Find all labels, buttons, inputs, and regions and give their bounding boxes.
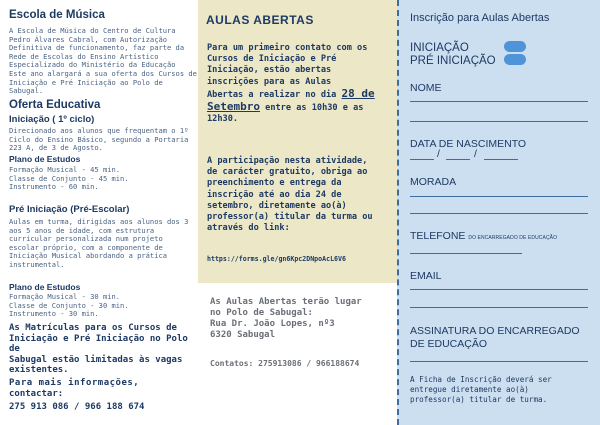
mes-field[interactable] [446,159,470,160]
registration-form [397,0,600,425]
plano1-list: Formação Musical - 45 min. Classe de Conjunto - 45 min. Instrumento - 60 min. [9,165,129,192]
iniciacao-title: Iniciação ( 1º ciclo) [9,114,95,125]
date-separator: / [437,148,440,160]
contact-label: contactar: [9,389,64,399]
school-title: Escola de Música [9,9,105,21]
location-text: As Aulas Abertas terão lugar no Polo de Sabugal: Rua Dr. João Lopes, nº3 6320 Sabugal [210,297,362,340]
morada-line-1[interactable] [410,196,588,197]
morada-label: MORADA [410,176,457,188]
info-line: Para mais informações, [9,378,140,388]
iniciacao-desc: Direcionado aos alunos que frequentam o 1º Ciclo do Ensino Básico, segundo a Portaria 223 A, de 3 de Agosto. [9,126,189,153]
telefone-note: DO ENCARREGADO DE EDUCAÇÃO [468,235,558,241]
matriculas-notice: As Matrículas para os Cursos de Iniciação e Pré Iniciação no Polo de Sabugal estão limitadas às vagas existentes. [9,323,188,375]
nome-line-2[interactable] [410,121,588,122]
plano2-title: Plano de Estudos [9,282,81,292]
telefone-field[interactable] [410,253,522,254]
plano2-list: Formação Musical - 30 min. Classe de Conjunto - 30 min. Instrumento - 30 min. [9,292,129,319]
option-pre-iniciacao-label: PRÉ INICIAÇÃO [410,55,496,67]
option-pre-iniciacao-checkbox[interactable] [504,54,526,65]
nome-line-1[interactable] [410,101,588,102]
aulas-paragraph-2: A participação nesta atividade, de carácter gratuito, obriga ao preenchimento e entrega da inscrição até ao dia 24 de setembro, diretamente ao(à) professor(a) titular da turma ou através do link: [207,156,373,234]
ano-field[interactable] [484,159,518,160]
registration-link[interactable]: https://forms.gle/gn6Kpc2DNpoAcL6V6 [207,255,346,263]
nome-label: NOME [410,82,442,94]
aulas-paragraph-1: Para um primeiro contato com os Cursos de Iniciação e Pré Iniciação, estão abertas inscrições para as Aulas Abertas a realizar no dia 28 de Setembro entre as 10h30 e as 12h30. [207,43,375,125]
option-iniciacao-checkbox[interactable] [504,41,526,52]
telefone-label: TELEFONE DO ENCARREGADO DE EDUCAÇÃO [410,230,558,242]
email-line-1[interactable] [410,289,588,290]
school-intro: A Escola de Música do Centro de Cultura Pedro Álvares Cabral, com Autorização Definitiva de funcionamento, faz parte da Rede de Escolas do Ensino Artístico Especializado do Ministério da Educação Este ano alargará a sua oferta dos Cursos de Iniciação e Pré Iniciação ao Polo de Sabugal. [9,26,197,96]
date-separator: / [474,148,477,160]
plano1-title: Plano de Estudos [9,154,81,164]
open-class-month: Setembro [207,100,260,114]
contact-phones: 275 913 086 / 966 188 674 [9,402,145,412]
offer-title: Oferta Educativa [9,99,101,111]
form-footer-note: A Ficha de Inscrição deverá ser entregue diretamente ao(à) professor(a) titular de turma. [410,375,552,404]
location-box [198,283,397,425]
email-label: EMAIL [410,270,442,282]
pre-iniciacao-desc: Aulas em turma, dirigidas aos alunos dos 3 aos 5 anos de idade, com estrutura curricular personalizada num projeto escolar próprio, com a componente de Iniciação Musical abordando a prática instrumental. [9,217,189,269]
open-class-day: 28 de [341,86,375,100]
form-title: Inscrição para Aulas Abertas [410,12,550,24]
aulas-abertas-box [198,0,397,283]
left-panel [0,0,198,425]
email-line-2[interactable] [410,307,588,308]
morada-line-2[interactable] [410,213,588,214]
dia-field[interactable] [410,159,434,160]
data-nascimento-label: DATA DE NASCIMENTO [410,138,527,150]
location-contacts: Contatos: 275913086 / 966188674 [210,359,360,368]
aulas-title: AULAS ABERTAS [206,13,314,27]
pre-iniciacao-title: Pré Iniciação (Pré-Escolar) [9,204,130,215]
assinatura-field[interactable] [410,361,588,362]
option-iniciacao-label: INICIAÇÃO [410,42,469,54]
assinatura-label: ASSINATURA DO ENCARREGADO DE EDUCAÇÃO [410,325,580,350]
middle-panel [198,0,397,425]
